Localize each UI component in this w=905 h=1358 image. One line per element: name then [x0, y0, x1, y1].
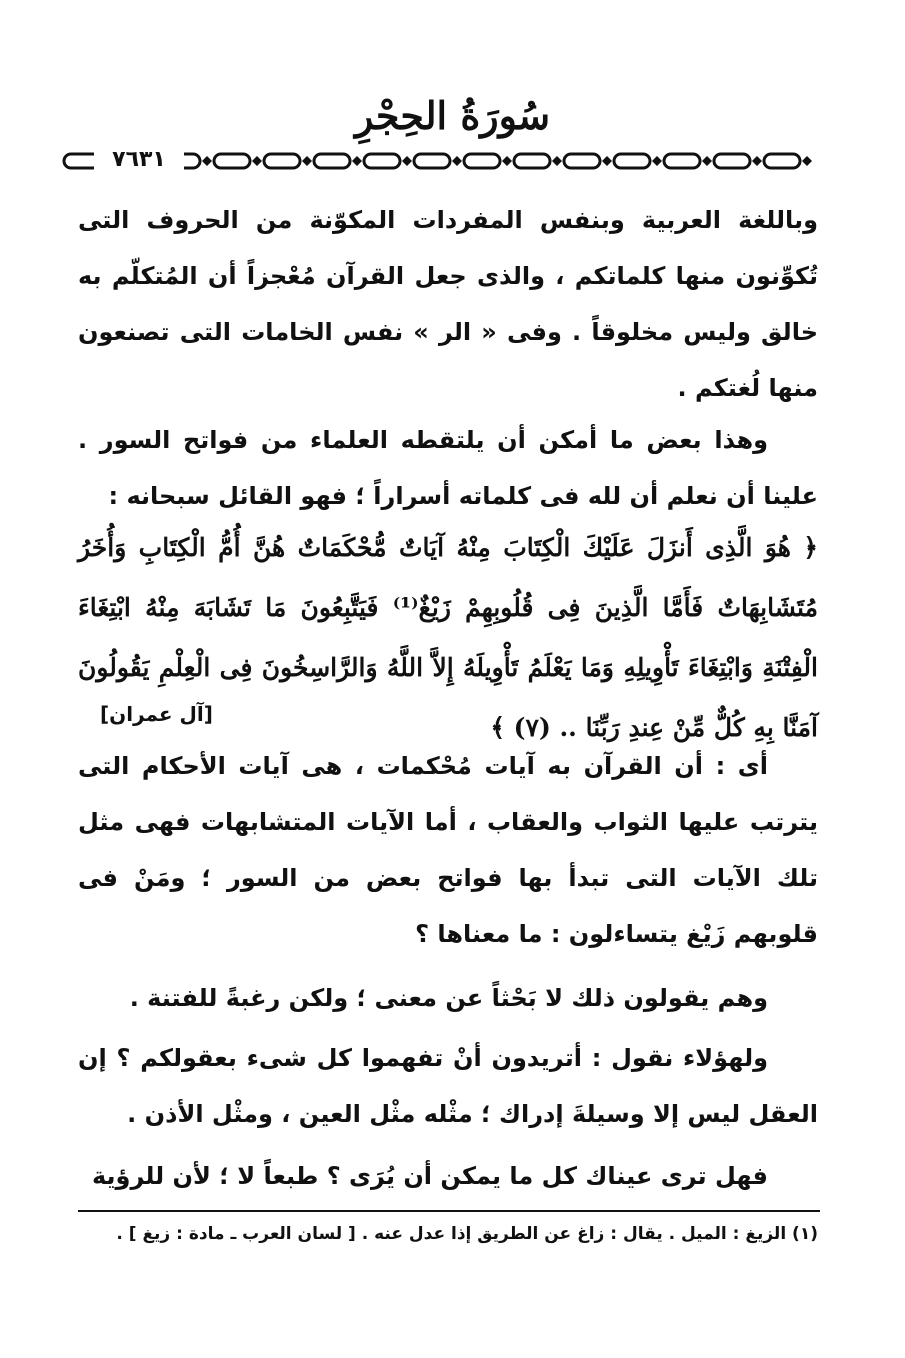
quran-verse: ﴿ هُوَ الَّذِى أَنزَلَ عَلَيْكَ الْكِتَابَ مِنْهُ آيَاتٌ مُّحْكَمَاتٌ هُنَّ أُمُّ الْكِتَابِ وَأُخَرُ مُتَشَابِهَاتٌ فَأَمَّا الَّذِينَ فِى قُلُوبِهِمْ زَيْغٌ⁽¹⁾ فَيَتَّبِعُونَ مَا تَشَابَهَ مِنْهُ ابْتِغَاءَ الْفِتْنَةِ وَابْتِغَاءَ تَأْوِيلِهِ وَمَا يَعْلَمُ تَأْوِيلَهُ إِلاَّ اللَّهُ وَالرَّاسِخُونَ فِى الْعِلْمِ يَقُولُونَ آمَنَّا بِهِ كُلٌّ مِّنْ عِندِ رَبِّنَا .. (٧) ﴾	[78, 533, 818, 742]
diamond-icon	[252, 156, 262, 166]
chain-link-icon	[214, 154, 250, 168]
chain-link-icon	[364, 154, 400, 168]
footnote-divider	[78, 1210, 820, 1212]
page-number: ٧٦٣١	[94, 143, 184, 177]
chain-link-icon	[464, 154, 500, 168]
diamond-icon	[552, 156, 562, 166]
chain-link-icon	[514, 154, 550, 168]
diamond-icon	[502, 156, 512, 166]
paragraph-1: وباللغة العربية وبنفس المفردات المكوّنة من الحروف التى تُكوِّنون منها كلماتكم ، والذى جعل القرآن مُعْجزاً أن المُتكلّم به خالق وليس مخلوقاً . وفى « الر » نفس الخامات التى تصنعون منها لُغتكم .	[78, 206, 818, 402]
paragraph-3: أى : أن القرآن به آيات مُحْكمات ، هى آيات الأحكام التى يترتب عليها الثواب والعقاب ، أما الآيات المتشابهات فهى مثل تلك الآيات التى تبدأ بها فواتح بعض من السور ؛ ومَنْ فى قلوبهم زَيْغ يتساءلون : ما معناها ؟	[78, 752, 818, 948]
chain-link-icon	[664, 154, 700, 168]
chain-link-icon	[314, 154, 350, 168]
diamond-icon	[302, 156, 312, 166]
chain-link-icon	[414, 154, 450, 168]
paragraph-4: وهم يقولون ذلك لا بَحْثاً عن معنى ؛ ولكن رغبةً للفتنة .	[129, 984, 768, 1012]
chain-link-icon	[714, 154, 750, 168]
paragraph-5: ولهؤلاء نقول : أتريدون أنْ تفهموا كل شىء بعقولكم ؟ إن العقل ليس إلا وسيلةَ إدراك ؛ مثْله مثْل العين ، ومثْل الأذن .	[78, 1044, 818, 1128]
verse-reference: [آل عمران]	[100, 702, 213, 726]
chain-link-icon	[264, 154, 300, 168]
diamond-icon	[352, 156, 362, 166]
footnote: (١) الزيغ : الميل . يقال : زاغ عن الطريق إذا عدل عنه . [ لسان العرب ـ مادة : زيغ ] .	[116, 1224, 818, 1244]
diamond-icon	[452, 156, 462, 166]
diamond-icon	[802, 156, 812, 166]
diamond-icon	[752, 156, 762, 166]
diamond-icon	[202, 156, 212, 166]
surah-title: سُورَةُ الحِجْرِ	[354, 93, 551, 138]
chain-link-icon	[764, 154, 800, 168]
diamond-icon	[602, 156, 612, 166]
paragraph-2: وهذا بعض ما أمكن أن يلتقطه العلماء من فواتح السور . علينا أن نعلم أن لله فى كلماته أسراراً ؛ فهو القائل سبحانه :	[78, 426, 818, 510]
paragraph-6: فهل ترى عيناك كل ما يمكن أن يُرَى ؟ طبعاً لا ؛ لأن للرؤية	[91, 1162, 768, 1190]
chain-link-icon	[564, 154, 600, 168]
diamond-icon	[402, 156, 412, 166]
diamond-icon	[702, 156, 712, 166]
chain-link-icon	[614, 154, 650, 168]
diamond-icon	[652, 156, 662, 166]
